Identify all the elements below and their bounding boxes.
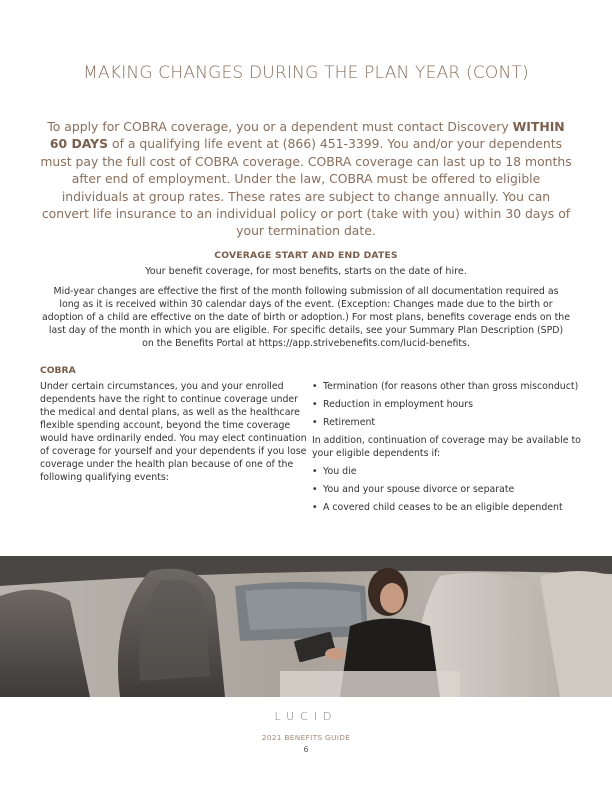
coverage-body-text: Mid-year changes are effective the first of the month following submission of all documentation required as long as it is received within 30 calendar days of the event. (Exception: Changes made due to the birth or adoption of a child are effective on the date of birth or adoption.) For most plans, benefits coverage ends on the last day of the month in which you are eligible. For specific details, see your Summary Plan Description (SPD) on the Benefits Portal at [42,286,570,350]
cobra-body: Under certain circumstances, you and your enrolled dependents have the right to continue coverage under the medical and dental plans, as well as the healthcare flexible spending account, beyond the time coverage would have ordinarily ended. You may elect continuation of coverage for yourself and your dependents if you lose coverage under the health plan because of one of the following qualifying events: [40,381,307,483]
list-item: • Termination (for reasons other than gross misconduct) [312,380,582,393]
list-item: • A covered child ceases to be an eligible dependent [312,501,582,514]
list-item: • Retirement [312,416,582,429]
qualifying-events-list [312,380,582,429]
coverage-subheading: Your benefit coverage, for most benefits, starts on the date of hire. [145,266,467,277]
car-interior-photo [0,556,612,697]
page-number: 6 [303,745,309,754]
cobra-intro-paragraph [38,118,574,240]
list-item: • Reduction in employment hours [312,398,582,411]
page-title: MAKING CHANGES DURING THE PLAN YEAR (CONT) [83,63,529,83]
list-item: • You die [312,465,582,478]
coverage-heading: COVERAGE START AND END DATES [214,250,398,261]
cobra-events-column [312,380,582,519]
dependent-events-list [312,465,582,514]
lucid-logo: LUCID [274,710,338,723]
dependents-intro: In addition, continuation of coverage may be available to your eligible dependents if: [312,435,581,459]
list-item: • You and your spouse divorce or separate [312,483,582,496]
cobra-heading: COBRA [40,365,76,376]
footer-guide-title: 2021 BENEFITS GUIDE [261,733,351,742]
coverage-link-suffix: . [466,338,470,350]
benefits-portal-link[interactable]: https://app.strivebenefits.com/lucid-benefits [258,338,467,350]
intro-text-2: of a qualifying life event at (866) 451-3399. You and/or your dependents must pay the full cost of COBRA coverage. COBRA coverage can last up to 18 months after end of employment. Under the law, COBRA must be offered to eligible individuals at group rates. These rates are subject to change annually. You can convert life insurance to an individual policy or port (take with you) within 30 days of your termination date. [40,136,572,239]
intro-emphasis: WITHIN 60 DAYS [49,119,565,152]
coverage-body [42,285,570,350]
intro-text-1: To apply for COBRA coverage, you or a dependent must contact Discovery [47,119,513,134]
